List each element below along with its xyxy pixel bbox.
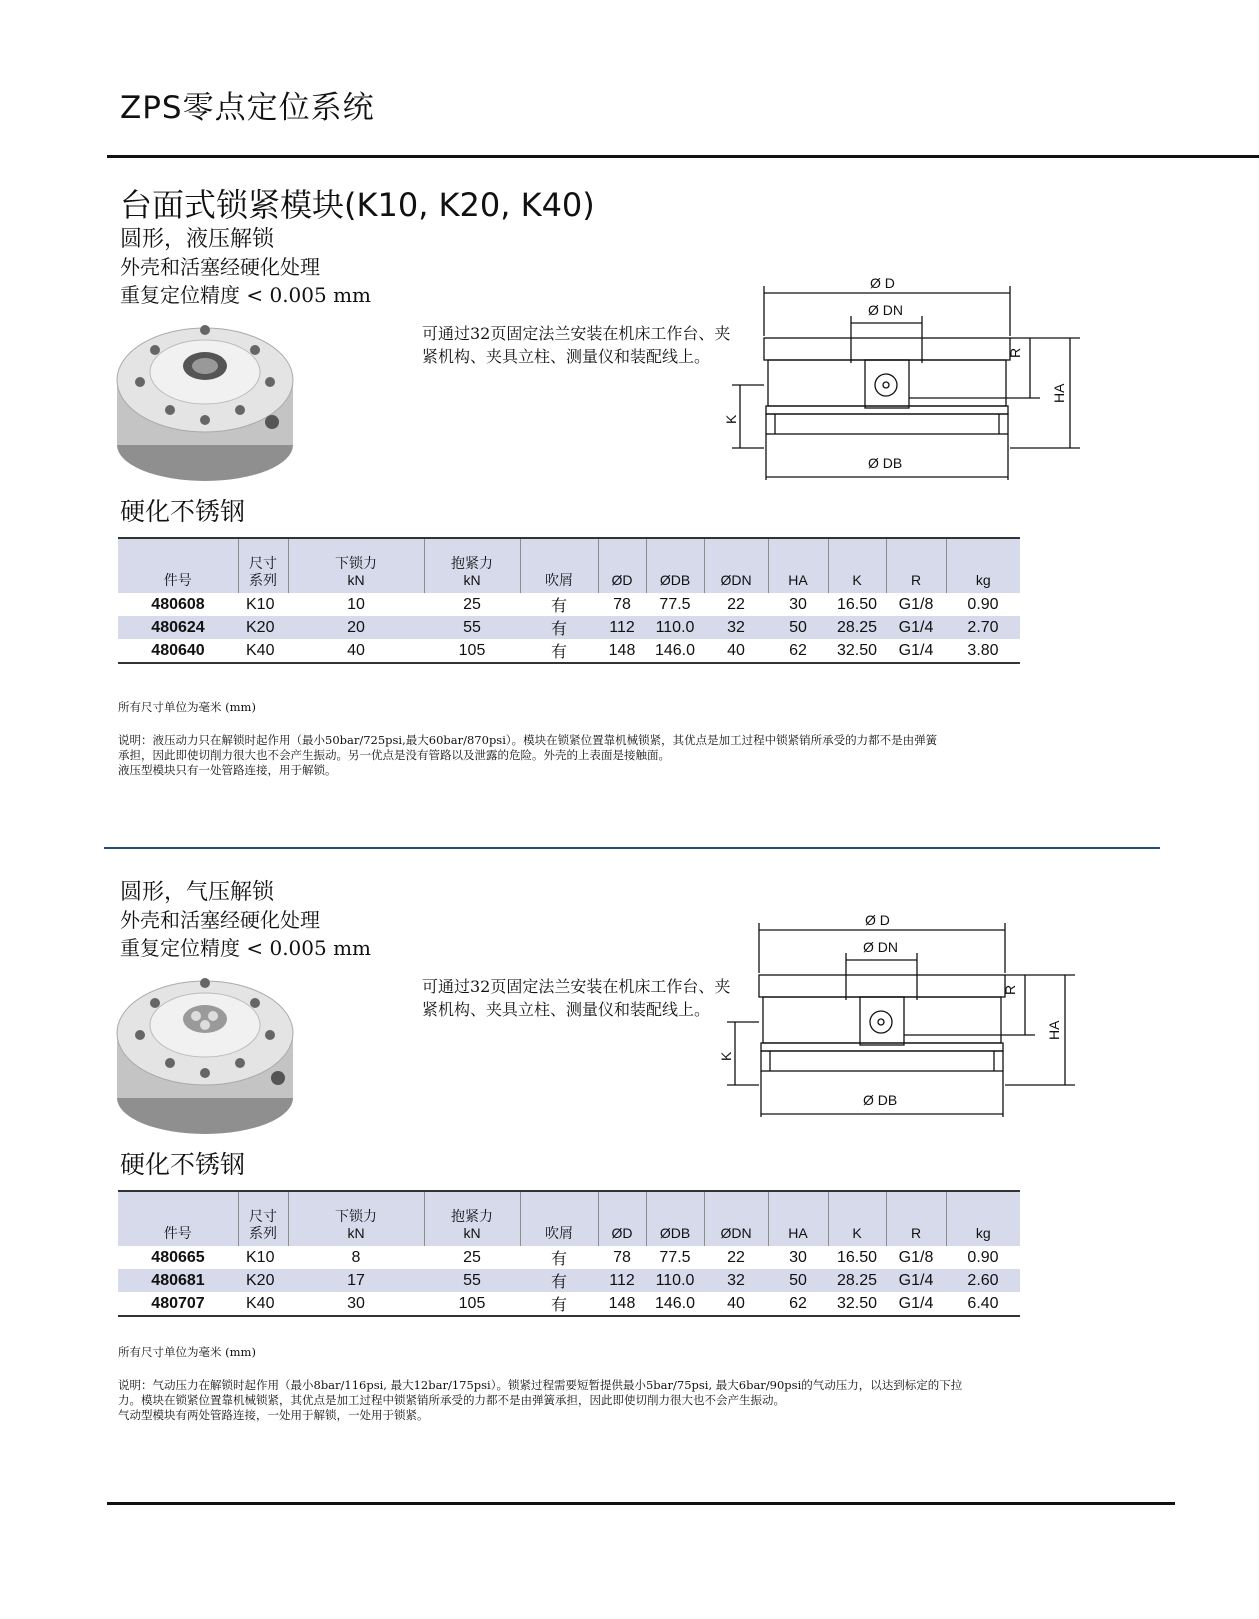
col-pull-force: 下锁力 kN xyxy=(288,538,424,593)
col-size-series: 尺寸 系列 xyxy=(238,538,288,593)
units-note: 所有尺寸单位为毫米 (mm) xyxy=(118,1345,256,1359)
material-heading: 硬化不锈钢 xyxy=(120,1150,246,1179)
spec-line-hardened: 外壳和活塞经硬化处理 xyxy=(120,908,320,932)
table-row: 480624 K20 20 55 有 112 110.0 32 50 28.25 G1/4 2.70 xyxy=(118,616,1020,639)
col-k: K xyxy=(828,538,886,593)
col-r: R xyxy=(886,1191,946,1246)
spec-line-hardened: 外壳和活塞经硬化处理 xyxy=(120,255,320,279)
col-ha: HA xyxy=(768,1191,828,1246)
col-kg: kg xyxy=(946,1191,1020,1246)
col-dn: ØDN xyxy=(704,538,768,593)
units-note: 所有尺寸单位为毫米 (mm) xyxy=(118,700,256,714)
dimension-drawing-hydraulic xyxy=(720,268,1080,483)
spec-table-pneumatic xyxy=(118,1190,1020,1317)
spec-line-repeatability: 重复定位精度 < 0.005 mm xyxy=(120,936,372,960)
product-photo-hydraulic xyxy=(110,310,300,485)
col-holding-force: 抱紧力 kN xyxy=(424,1191,520,1246)
label-dn: Ø DN xyxy=(868,302,903,318)
table-header xyxy=(118,538,1020,593)
col-air-blow: 吹屑 xyxy=(520,538,598,593)
label-db: Ø DB xyxy=(863,1092,898,1108)
col-d: ØD xyxy=(598,1191,646,1246)
material-heading: 硬化不锈钢 xyxy=(120,497,246,526)
description-note: 说明：气动压力在解锁时起作用（最小8bar/116psi, 最大12bar/175psi）。锁紧过程需要短暂提供最小5bar/75psi, 最大6bar/90psi的气动压力，以达到标定的下拉 力。模块在锁紧位置靠机械锁紧，其优点是加工过程中锁紧销所承受的力都不是由弹簧承担，因此即使切削力很大也不会产生振动。 气动型模块有两处管路连接，一处用于解锁，一处用于锁紧。 xyxy=(118,1378,963,1422)
spec-table-hydraulic xyxy=(118,537,1020,664)
header-divider xyxy=(107,155,1259,158)
col-ha: HA xyxy=(768,538,828,593)
spec-line-repeatability: 重复定位精度 < 0.005 mm xyxy=(120,283,372,307)
table-row: 480681 K20 17 55 有 112 110.0 32 50 28.25 G1/4 2.60 xyxy=(118,1269,1020,1292)
section-divider xyxy=(104,847,1160,849)
label-d: Ø D xyxy=(865,912,890,928)
label-ha: HA xyxy=(1051,383,1067,403)
col-r: R xyxy=(886,538,946,593)
section-title: 台面式锁紧模块(K10, K20, K40) xyxy=(120,186,595,224)
label-k: K xyxy=(718,1051,734,1061)
label-dn: Ø DN xyxy=(863,939,898,955)
col-air-blow: 吹屑 xyxy=(520,1191,598,1246)
col-kg: kg xyxy=(946,538,1020,593)
label-r: R xyxy=(1002,984,1018,995)
label-k: K xyxy=(723,414,739,424)
page-title: ZPS零点定位系统 xyxy=(120,90,375,126)
col-db: ØDB xyxy=(646,1191,704,1246)
label-db: Ø DB xyxy=(868,455,903,471)
col-d: ØD xyxy=(598,538,646,593)
col-k: K xyxy=(828,1191,886,1246)
subtitle-pneumatic: 圆形，气压解锁 xyxy=(120,880,275,905)
table-row: 480608 K10 10 25 有 78 77.5 22 30 16.50 G1/8 0.90 xyxy=(151,595,999,615)
mounting-note: 可通过32页固定法兰安装在机床工作台、夹紧机构、夹具立柱、测量仪和装配线上。 xyxy=(422,977,731,1019)
subtitle-hydraulic: 圆形，液压解锁 xyxy=(120,227,275,252)
col-holding-force: 抱紧力 kN xyxy=(424,538,520,593)
label-d: Ø D xyxy=(870,275,895,291)
description-note: 说明：液压动力只在解锁时起作用（最小50bar/725psi,最大60bar/870psi）。模块在锁紧位置靠机械锁紧，其优点是加工过程中锁紧销所承受的力都不是由弹簧 承担，因此即使切削力很大也不会产生振动。另一优点是没有管路以及泄露的危险。外壳的上表面是接触面。 液压型模块只有一处管路连接，用于解锁。 xyxy=(118,733,938,777)
table-row: 480665 K10 8 25 有 78 77.5 22 30 16.50 G1/8 0.90 xyxy=(151,1248,999,1268)
col-db: ØDB xyxy=(646,538,704,593)
col-size-series: 尺寸 系列 xyxy=(238,1191,288,1246)
col-part-no: 件号 xyxy=(118,538,238,593)
label-ha: HA xyxy=(1046,1020,1062,1040)
label-r: R xyxy=(1007,347,1023,358)
mounting-note: 可通过32页固定法兰安装在机床工作台、夹紧机构、夹具立柱、测量仪和装配线上。 xyxy=(422,324,731,366)
product-photo-pneumatic xyxy=(110,963,300,1138)
col-pull-force: 下锁力 kN xyxy=(288,1191,424,1246)
table-row: 480707 K40 30 105 有 148 146.0 40 62 32.50 G1/4 6.40 xyxy=(118,1292,1020,1316)
dimension-drawing-pneumatic xyxy=(715,905,1075,1120)
col-dn: ØDN xyxy=(704,1191,768,1246)
table-row: 480640 K40 40 105 有 148 146.0 40 62 32.50 G1/4 3.80 xyxy=(118,639,1020,663)
col-part-no: 件号 xyxy=(118,1191,238,1246)
table-header xyxy=(118,1191,1020,1246)
footer-divider xyxy=(107,1502,1175,1505)
